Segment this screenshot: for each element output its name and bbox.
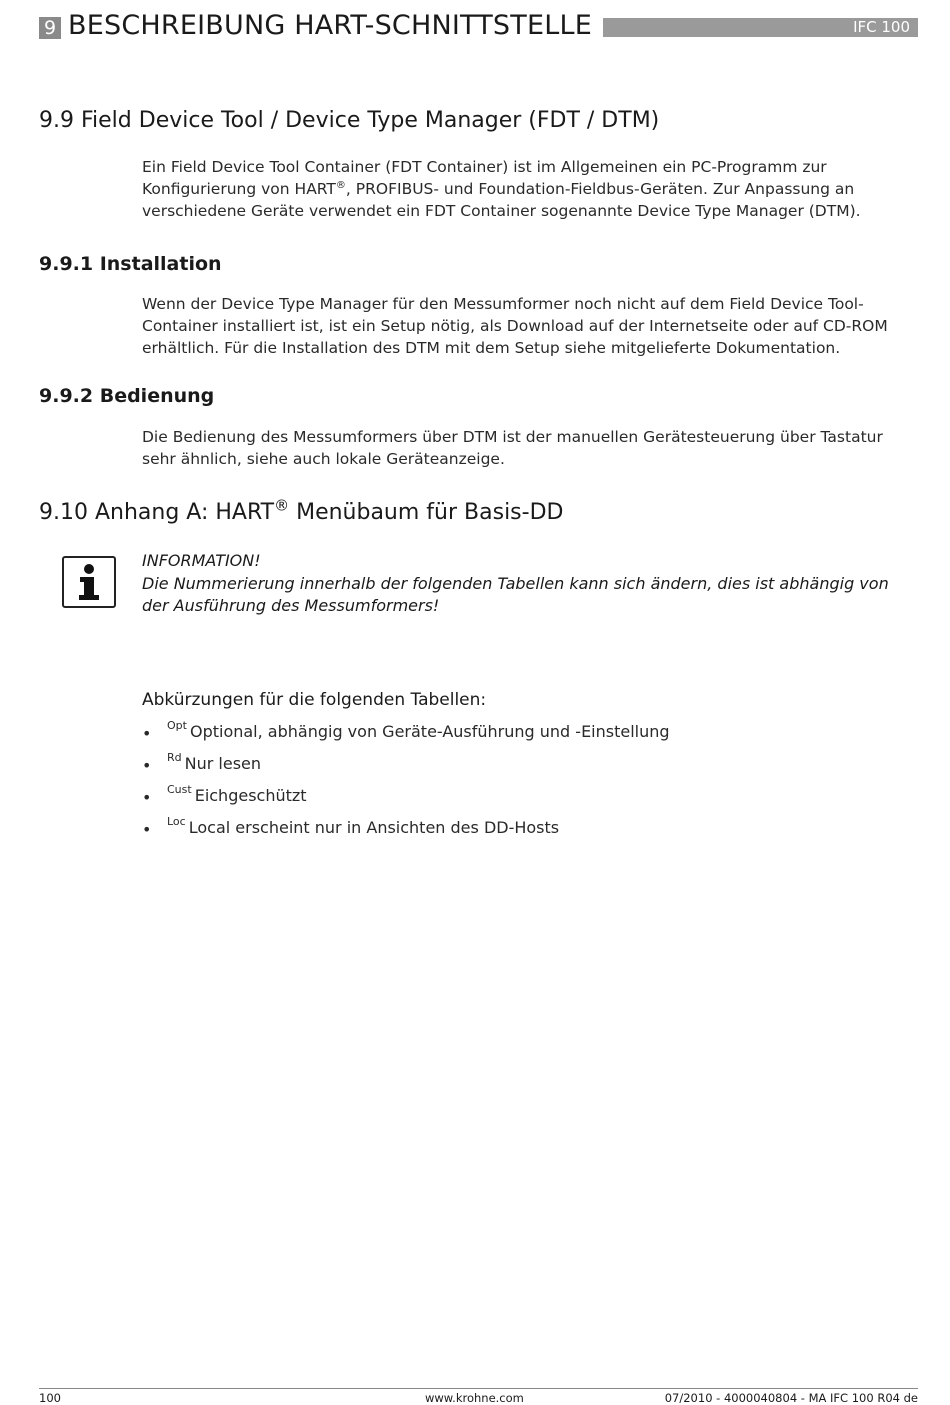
paragraph-line: Wenn der Device Type Manager für den Messumformer noch nicht auf dem Field Device Tool- bbox=[142, 295, 864, 313]
product-name: IFC 100 bbox=[853, 18, 910, 36]
bullet-icon: • bbox=[142, 820, 152, 839]
section-heading-9-9-2: 9.9.2 Bedienung bbox=[39, 385, 215, 407]
section-heading-9-9-1: 9.9.1 Installation bbox=[39, 253, 222, 275]
header-bar bbox=[603, 18, 918, 37]
abbreviation-code: Loc bbox=[167, 815, 186, 828]
abbreviations-list bbox=[142, 719, 670, 850]
paragraph-line: , PROFIBUS- und Foundation-Fieldbus-Geräten. Zur Anpassung an bbox=[345, 180, 855, 198]
paragraph-line: Ein Field Device Tool Container (FDT Container) ist im Allgemeinen ein PC-Programm zur bbox=[142, 158, 827, 176]
footer-doc-reference: 07/2010 - 4000040804 - MA IFC 100 R04 de bbox=[664, 1391, 918, 1405]
abbreviation-code: Opt bbox=[167, 719, 187, 732]
page-number: 100 bbox=[39, 1391, 61, 1405]
abbreviation-code: Cust bbox=[167, 783, 192, 796]
info-title: INFORMATION! bbox=[142, 551, 261, 570]
heading-text: 9.10 Anhang A: HART bbox=[39, 500, 275, 525]
abbreviations-title: Abkürzungen für die folgenden Tabellen: bbox=[142, 690, 487, 710]
paragraph-line: verschiedene Geräte verwendet ein FDT Container sogenannte Device Type Manager (DTM). bbox=[142, 202, 861, 220]
bullet-icon: • bbox=[142, 724, 152, 743]
paragraph-line: Die Bedienung des Messumformers über DTM ist der manuellen Gerätesteuerung über Tastatur bbox=[142, 428, 883, 446]
paragraph-line: Container installiert ist, ist ein Setup nötig, als Download auf der Internetseite oder auf CD-ROM bbox=[142, 317, 888, 335]
bullet-icon: • bbox=[142, 756, 152, 775]
abbreviation-text: Local erscheint nur in Ansichten des DD-Hosts bbox=[188, 818, 560, 837]
section-9-9-2-paragraph bbox=[142, 426, 922, 470]
section-9-9-1-paragraph bbox=[142, 293, 922, 359]
heading-text: Menübaum für Basis-DD bbox=[289, 500, 564, 525]
abbreviation-text: Nur lesen bbox=[184, 754, 262, 773]
chapter-title: BESCHREIBUNG HART-SCHNITTSTELLE bbox=[68, 10, 592, 41]
list-item bbox=[142, 719, 670, 754]
paragraph-line: sehr ähnlich, siehe auch lokale Geräteanzeige. bbox=[142, 450, 505, 468]
information-icon bbox=[62, 556, 116, 608]
paragraph-line: Konfigurierung von HART bbox=[142, 180, 336, 198]
section-9-9-paragraph bbox=[142, 156, 922, 222]
list-item bbox=[142, 815, 670, 850]
list-item bbox=[142, 783, 670, 818]
bullet-icon: • bbox=[142, 788, 152, 807]
info-line: der Ausführung des Messumformers! bbox=[142, 596, 440, 615]
section-heading-9-9: 9.9 Field Device Tool / Device Type Manager (FDT / DTM) bbox=[39, 108, 660, 133]
footer-divider bbox=[39, 1388, 918, 1389]
abbreviation-text: Optional, abhängig von Geräte-Ausführung und -Einstellung bbox=[189, 722, 670, 741]
abbreviation-code: Rd bbox=[167, 751, 182, 764]
paragraph-line: erhältlich. Für die Installation des DTM mit dem Setup siehe mitgelieferte Dokumentation. bbox=[142, 339, 841, 357]
info-line: Die Nummerierung innerhalb der folgenden Tabellen kann sich ändern, dies ist abhängig von bbox=[142, 574, 889, 593]
abbreviation-text: Eichgeschützt bbox=[194, 786, 307, 805]
registered-mark: ® bbox=[274, 496, 290, 515]
info-text bbox=[142, 573, 922, 617]
footer-website: www.krohne.com bbox=[425, 1391, 524, 1405]
section-heading-9-10 bbox=[39, 496, 564, 525]
registered-mark: ® bbox=[335, 179, 346, 191]
list-item bbox=[142, 751, 670, 786]
chapter-number-badge: 9 bbox=[39, 17, 61, 39]
